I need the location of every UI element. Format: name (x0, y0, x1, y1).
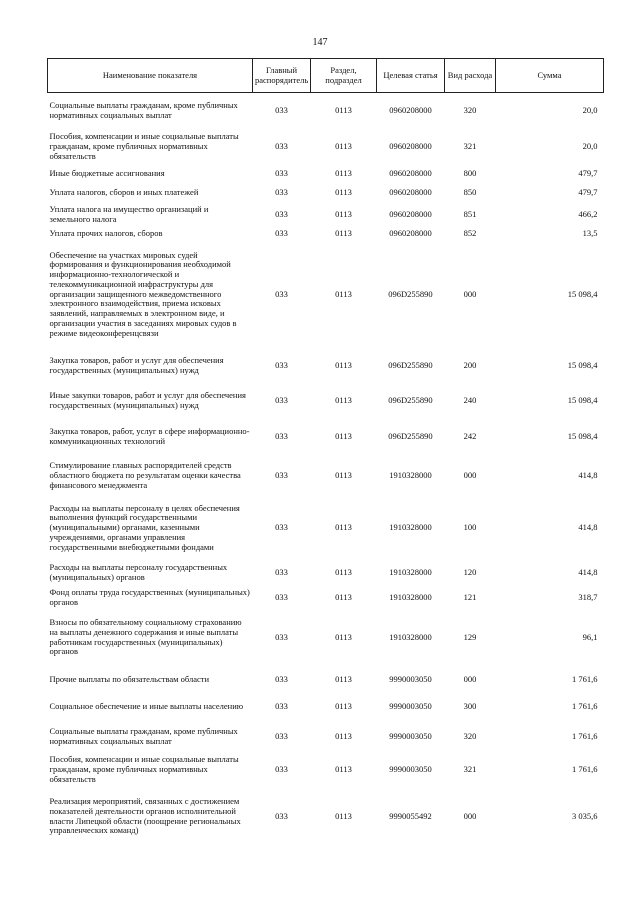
table-row (48, 203, 604, 227)
row-main: 033 (275, 730, 288, 741)
row-target: 0960208000 (389, 227, 432, 238)
row-target: 0960208000 (389, 141, 432, 152)
row-target: 0960208000 (389, 168, 432, 179)
row-name: Взносы по обязательному социальному страхованию на выплаты денежного содержания и иные выплаты работникам государственных (муниципальных) органов (49, 616, 242, 657)
header-kind: Вид расхода (445, 59, 496, 93)
table-row (48, 383, 604, 419)
row-sum: 1 761,6 (572, 701, 598, 712)
header-target: Целевая статья (377, 59, 445, 93)
row-target: 1910328000 (389, 631, 432, 642)
header-section: Раздел, подраздел (311, 59, 377, 93)
row-name: Реализация мероприятий, связанных с достижением показателей деятельности органов исполнительной власти Липецкой области (поощрение региональных управленческих команд) (49, 795, 241, 836)
header-main-manager: Главный распорядитель (253, 59, 311, 93)
row-sum: 318,7 (578, 591, 598, 602)
row-main: 033 (275, 631, 288, 642)
row-main: 033 (275, 208, 288, 219)
row-section: 0113 (335, 186, 352, 197)
row-name: Прочие выплаты по обязательствам области (49, 673, 210, 684)
table-row (48, 721, 604, 753)
row-target: 096D255890 (388, 394, 433, 405)
row-kind: 120 (463, 566, 477, 577)
row-main: 033 (275, 104, 288, 115)
row-target: 9990055492 (389, 810, 432, 821)
row-name: Пособия, компенсации и иные социальные выплаты гражданам, кроме публичных нормативных обязательств (49, 131, 239, 161)
row-sum: 479,7 (578, 186, 598, 197)
table-row (48, 93, 604, 129)
header-name: Наименование показателя (48, 59, 253, 93)
row-main: 033 (275, 227, 288, 238)
row-kind: 200 (463, 359, 477, 370)
row-main: 033 (275, 673, 288, 684)
row-target: 1910328000 (389, 470, 432, 481)
row-target: 1910328000 (389, 522, 432, 533)
row-sum: 414,8 (578, 522, 598, 533)
row-sum: 15 098,4 (567, 359, 598, 370)
row-name: Пособия, компенсации и иные социальные выплаты гражданам, кроме публичных нормативных обязательств (49, 754, 239, 784)
row-name: Стимулирование главных распорядителей средств областного бюджета по результатам оценки качества финансового менеджмента (49, 460, 241, 490)
row-target: 9990003050 (389, 764, 432, 775)
row-target: 0960208000 (389, 208, 432, 219)
row-main: 033 (275, 186, 288, 197)
table-row (48, 560, 604, 586)
row-target: 096D255890 (388, 359, 433, 370)
row-section: 0113 (335, 168, 352, 179)
row-kind: 320 (463, 730, 477, 741)
row-target: 096D255890 (388, 431, 433, 442)
table-row (48, 788, 604, 846)
row-kind: 100 (463, 522, 477, 533)
row-sum: 15 098,4 (567, 288, 598, 299)
row-section: 0113 (335, 208, 352, 219)
row-main: 033 (275, 431, 288, 442)
row-target: 1910328000 (389, 566, 432, 577)
row-sum: 96,1 (582, 631, 598, 642)
row-section: 0113 (335, 470, 352, 481)
row-name: Иные закупки товаров, работ и услуг для обеспечения государственных (муниципальных) нужд (49, 389, 246, 410)
row-section: 0113 (335, 104, 352, 115)
row-section: 0113 (335, 288, 352, 299)
row-name: Уплата налогов, сборов и иных платежей (49, 186, 199, 197)
row-section: 0113 (335, 701, 352, 712)
row-section: 0113 (335, 522, 352, 533)
row-name: Уплата налога на имущество организаций и земельного налога (49, 203, 209, 224)
row-main: 033 (275, 566, 288, 577)
row-sum: 20,0 (582, 141, 598, 152)
row-main: 033 (275, 701, 288, 712)
row-target: 9990003050 (389, 730, 432, 741)
row-main: 033 (275, 764, 288, 775)
row-name: Социальные выплаты гражданам, кроме публичных нормативных социальных выплат (49, 725, 238, 746)
row-sum: 466,2 (578, 208, 598, 219)
row-main: 033 (275, 359, 288, 370)
row-sum: 20,0 (582, 104, 598, 115)
row-kind: 000 (463, 673, 477, 684)
table-header-row (48, 59, 604, 93)
row-sum: 1 761,6 (572, 764, 598, 775)
row-section: 0113 (335, 764, 352, 775)
row-target: 0960208000 (389, 186, 432, 197)
row-section: 0113 (335, 810, 352, 821)
row-name: Расходы на выплаты персоналу в целях обеспечения выполнения функций государственными (муниципальными) органами, казенными учреждениями, органами управления государственными внебюджетными фондами (49, 502, 240, 552)
table-row (48, 349, 604, 383)
table-row (48, 183, 604, 203)
row-name: Закупка товаров, работ, услуг в сфере информационно-коммуникационных технологий (49, 426, 250, 446)
table-row (48, 753, 604, 788)
row-main: 033 (275, 141, 288, 152)
table-row (48, 694, 604, 721)
row-kind: 000 (463, 810, 477, 821)
table-row (48, 166, 604, 183)
row-sum: 13,5 (582, 227, 598, 238)
row-main: 033 (275, 394, 288, 405)
row-kind: 000 (463, 470, 477, 481)
table-row (48, 241, 604, 349)
row-section: 0113 (335, 359, 352, 370)
row-name: Обеспечение на участках мировых судей формирования и функционирования необходимой информационно-технологической и телекоммуникационной инфраструктуры для организации защищенного межведомственного электронного взаимодействия, приема исковых заявлений, направляемых в электронном виде, и организации участия в заседаниях мировых судов в режиме видеоконференцсвязи (49, 249, 237, 338)
header-sum: Сумма (496, 59, 604, 93)
row-target: 1910328000 (389, 591, 432, 602)
table-row (48, 129, 604, 166)
row-name: Закупка товаров, работ и услуг для обеспечения государственных (муниципальных) нужд (49, 354, 224, 375)
row-name: Расходы на выплаты персоналу государственных (муниципальных) органов (49, 561, 228, 582)
table-row (48, 227, 604, 241)
row-kind: 129 (463, 631, 477, 642)
row-main: 033 (275, 810, 288, 821)
row-kind: 242 (463, 431, 477, 442)
row-section: 0113 (335, 227, 352, 238)
row-kind: 850 (463, 186, 477, 197)
row-target: 9990003050 (389, 673, 432, 684)
row-kind: 800 (463, 168, 477, 179)
row-section: 0113 (335, 394, 352, 405)
table-row (48, 456, 604, 497)
row-main: 033 (275, 168, 288, 179)
row-section: 0113 (335, 673, 352, 684)
row-kind: 321 (463, 764, 477, 775)
row-section: 0113 (335, 591, 352, 602)
row-section: 0113 (335, 631, 352, 642)
row-kind: 300 (463, 701, 477, 712)
row-name: Фонд оплаты труда государственных (муниципальных) органов (49, 586, 250, 607)
row-kind: 321 (463, 141, 477, 152)
row-kind: 240 (463, 394, 477, 405)
row-name: Социальное обеспечение и иные выплаты населению (49, 701, 244, 712)
row-sum: 1 761,6 (572, 730, 598, 741)
row-sum: 3 035,6 (572, 810, 598, 821)
row-main: 033 (275, 288, 288, 299)
row-kind: 121 (463, 591, 477, 602)
row-sum: 414,8 (578, 470, 598, 481)
row-main: 033 (275, 522, 288, 533)
table-row (48, 610, 604, 666)
row-sum: 15 098,4 (567, 431, 598, 442)
row-kind: 320 (463, 104, 477, 115)
row-target: 096D255890 (388, 288, 433, 299)
row-kind: 852 (463, 227, 477, 238)
row-name: Уплата прочих налогов, сборов (49, 227, 163, 238)
table-row (48, 497, 604, 560)
row-main: 033 (275, 470, 288, 481)
row-target: 0960208000 (389, 104, 432, 115)
row-sum: 15 098,4 (567, 394, 598, 405)
row-name: Социальные выплаты гражданам, кроме публичных нормативных социальных выплат (49, 99, 238, 120)
row-kind: 851 (463, 208, 477, 219)
row-main: 033 (275, 591, 288, 602)
row-sum: 414,8 (578, 566, 598, 577)
row-section: 0113 (335, 566, 352, 577)
row-name: Иные бюджетные ассигнования (49, 168, 165, 179)
row-sum: 479,7 (578, 168, 598, 179)
row-kind: 000 (463, 288, 477, 299)
table-row (48, 586, 604, 610)
row-section: 0113 (335, 141, 352, 152)
row-sum: 1 761,6 (572, 673, 598, 684)
row-section: 0113 (335, 431, 352, 442)
row-target: 9990003050 (389, 701, 432, 712)
row-section: 0113 (335, 730, 352, 741)
budget-table (47, 58, 604, 846)
page-number: 147 (312, 37, 328, 48)
table-row (48, 419, 604, 456)
table-body (48, 93, 604, 846)
table-row (48, 666, 604, 694)
